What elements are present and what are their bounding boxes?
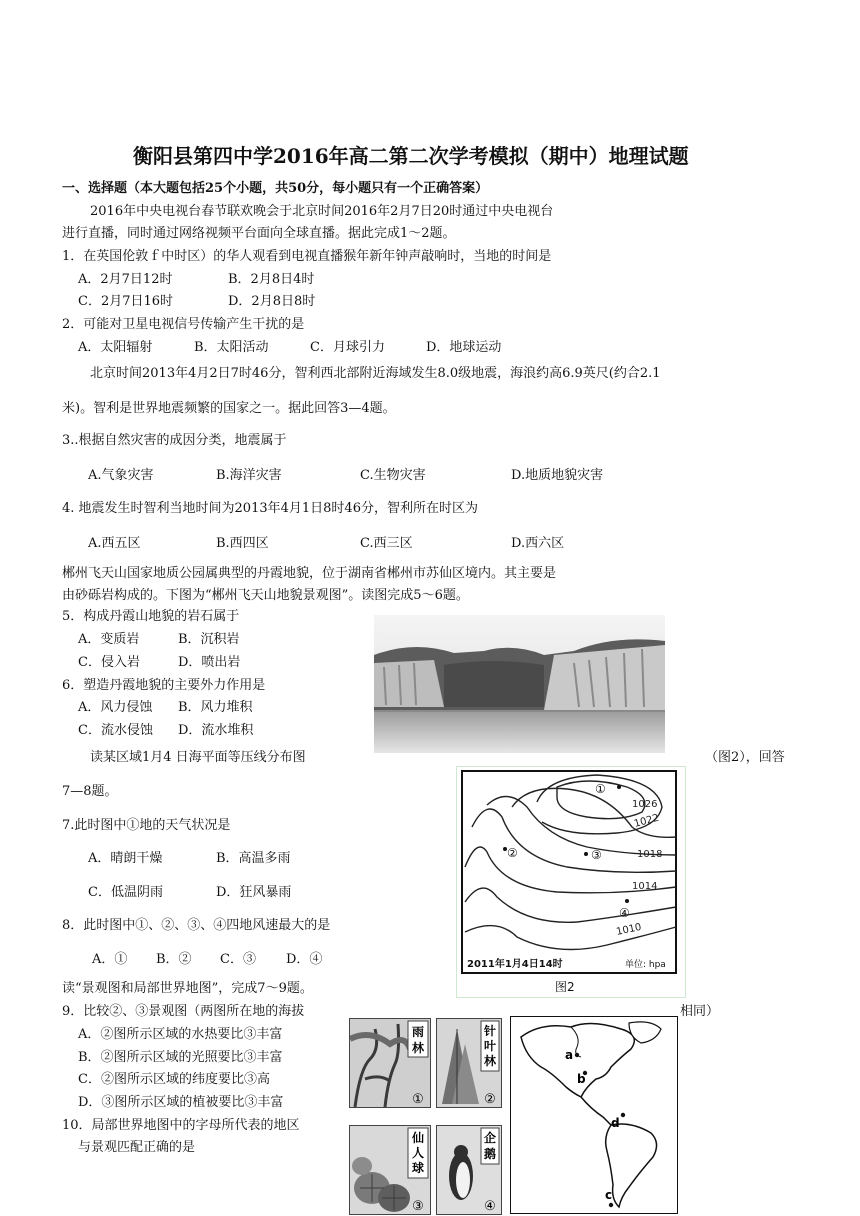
question-1-option-a: A．2月7日12时 <box>78 272 173 287</box>
question-1-option-b: B．2月8日4时 <box>228 272 315 287</box>
question-1-option-d: D．2月8日8时 <box>228 294 316 309</box>
question-5-stem: 5．构成丹霞山地貌的岩石属于 <box>62 609 240 624</box>
question-9-stem: 9．比较②、③景观图（两图所在地的海拔 <box>62 1004 305 1019</box>
question-3-stem: 3..根据自然灾害的成因分类，地震属于 <box>62 433 287 448</box>
intro-1-line-1: 2016年中央电视台春节联欢晚会于北京时间2016年2月7日20时通过中央电视台 <box>90 204 554 219</box>
intro-1-line-2: 进行直播，同时通过网络视频平台面向全球直播。据此完成1～2题。 <box>62 226 456 241</box>
question-4-option-d: D.西六区 <box>511 536 565 551</box>
question-4-option-a: A.西五区 <box>88 536 141 551</box>
map-footer-date: 2011年1月4日14时 <box>467 959 563 970</box>
isobar-label-1026: 1026 <box>632 799 658 810</box>
landscape-1-rainforest <box>349 1018 431 1108</box>
intro-4-left: 读某区域1月4 日海平面等压线分布图 <box>90 750 306 765</box>
landscape-1-number: ① <box>412 1092 424 1107</box>
question-7-option-a: A．晴朗干燥 <box>88 851 163 866</box>
question-8-option-c: C．③ <box>220 952 256 967</box>
question-8-option-a: A．① <box>92 952 128 967</box>
question-2-option-c: C．月球引力 <box>310 340 385 355</box>
question-9-option-a: A．②图所示区域的水热要比③丰富 <box>78 1027 283 1042</box>
question-2-stem: 2．可能对卫星电视信号传输产生干扰的是 <box>62 317 305 332</box>
question-6-option-c: C．流水侵蚀 <box>78 723 153 738</box>
map-letter-c: c <box>605 1188 613 1202</box>
question-6-option-b: B．风力堆积 <box>178 700 253 715</box>
question-4-stem: 4. 地震发生时智利当地时间为2013年4月1日8时46分，智利所在时区为 <box>62 501 478 516</box>
question-7-option-b: B．高温多雨 <box>216 851 291 866</box>
landscape-3-label-1: 仙 <box>411 1131 425 1145</box>
question-4-option-c: C.西三区 <box>360 536 413 551</box>
landscape-2-label-2: 叶 <box>483 1039 497 1053</box>
intro-4-right: （图2），回答 <box>705 750 785 765</box>
landscape-1-label-1: 雨 <box>411 1025 425 1039</box>
intro-4-line-2: 7—8题。 <box>62 784 118 799</box>
world-map-americas <box>510 1016 678 1214</box>
map-letter-d: d <box>611 1116 620 1130</box>
intro-5: 读“景观图和局部世界地图”，完成7～9题。 <box>62 981 313 996</box>
question-3-option-c: C.生物灾害 <box>360 468 426 483</box>
page-title: 衡阳县第四中学2016年高二第二次学考模拟（期中）地理试题 <box>133 144 689 168</box>
question-7-option-d: D．狂风暴雨 <box>216 885 292 900</box>
question-6-option-d: D．流水堆积 <box>178 723 254 738</box>
question-5-option-b: B．沉积岩 <box>178 632 240 647</box>
landscape-1-label-2: 林 <box>411 1041 425 1055</box>
point-1-label: ① <box>595 782 606 796</box>
intro-3-line-1: 郴州飞天山国家地质公园属典型的丹霞地貌，位于湖南省郴州市苏仙区境内。其主要是 <box>62 566 557 581</box>
question-5-option-d: D．喷出岩 <box>178 655 241 670</box>
landscape-2-label-3: 林 <box>483 1054 497 1068</box>
point-4-dot <box>625 899 629 903</box>
intro-3-line-2: 由砂砾岩构成的。下图为“郴州飞天山地貌景观图”。读图完成5～6题。 <box>62 588 469 603</box>
question-1-option-c: C．2月7日16时 <box>78 294 174 309</box>
question-9-option-c: C．②图所示区域的纬度要比③高 <box>78 1072 270 1087</box>
question-10-stem-line-2: 与景观匹配正确的是 <box>78 1140 196 1155</box>
question-8-option-d: D．④ <box>286 952 323 967</box>
landscape-2-label-1: 针 <box>483 1024 497 1038</box>
question-8-stem: 8．此时图中①、②、③、④四地风速最大的是 <box>62 918 331 933</box>
map-footer-unit: 单位: hpa <box>625 960 666 970</box>
landscape-3-number: ③ <box>412 1199 424 1214</box>
landscape-4-label-2: 鹅 <box>483 1147 497 1161</box>
landscape-4-number: ④ <box>484 1199 496 1214</box>
question-7-option-c: C．低温阴雨 <box>88 885 163 900</box>
isobar-label-1022: 1022 <box>632 812 661 830</box>
isobar-label-1014: 1014 <box>632 881 658 892</box>
question-6-stem: 6．塑造丹霞地貌的主要外力作用是 <box>62 678 266 693</box>
landscape-3-label-3: 球 <box>411 1161 425 1175</box>
danxia-landscape-photo <box>374 615 665 753</box>
point-2-label: ② <box>507 846 518 860</box>
question-9-stem-end: 相同） <box>680 1004 720 1019</box>
figure-caption: 图2 <box>555 980 575 994</box>
question-9-option-b: B．②图所示区域的光照要比③丰富 <box>78 1050 283 1065</box>
question-1-stem: 1．在英国伦敦ｆ中时区）的华人观看到电视直播猴年新年钟声敲响时，当地的时间是 <box>62 249 552 264</box>
question-4-option-b: B.西四区 <box>216 536 269 551</box>
question-7-stem: 7.此时图中①地的天气状况是 <box>62 818 231 833</box>
isobar-map-figure <box>456 766 686 998</box>
point-3-label: ③ <box>591 848 602 862</box>
landscape-2-coniferous-forest <box>436 1018 502 1108</box>
point-4-label: ④ <box>619 906 630 920</box>
question-3-option-b: B.海洋灾害 <box>216 468 282 483</box>
question-3-option-a: A.气象灾害 <box>88 468 154 483</box>
point-3-dot <box>584 852 588 856</box>
landscape-3-label-2: 人 <box>411 1146 425 1160</box>
isobar-label-1010: 1010 <box>615 921 643 938</box>
map-letter-b: b <box>577 1072 586 1086</box>
question-5-option-a: A．变质岩 <box>78 632 140 647</box>
landscape-4-penguin <box>436 1125 502 1215</box>
question-9-option-d: D．③图所示区域的植被要比③丰富 <box>78 1095 284 1110</box>
landscape-2-number: ② <box>484 1092 496 1107</box>
question-2-option-a: A．太阳辐射 <box>78 340 153 355</box>
isobar-label-1018: 1018 <box>637 849 663 860</box>
question-3-option-d: D.地质地貌灾害 <box>511 468 604 483</box>
question-5-option-c: C．侵入岩 <box>78 655 140 670</box>
intro-2-line-1: 北京时间2013年4月2日7时46分，智利西北部附近海域发生8.0级地震，海浪约高6.9英尺(约合2.1 <box>90 366 661 381</box>
map-letter-a: a <box>565 1048 574 1062</box>
question-2-option-b: B．太阳活动 <box>194 340 269 355</box>
landscape-3-cactus <box>349 1125 431 1215</box>
question-2-option-d: D．地球运动 <box>426 340 502 355</box>
question-6-option-a: A．风力侵蚀 <box>78 700 153 715</box>
question-8-option-b: B．② <box>156 952 192 967</box>
section-heading: 一、选择题（本大题包括25个小题，共50分，每小题只有一个正确答案） <box>62 181 489 196</box>
intro-2-line-2: 米)。智利是世界地震频繁的国家之一。据此回答3—4题。 <box>62 401 396 416</box>
landscape-4-label-1: 企 <box>483 1131 497 1145</box>
question-10-stem-line-1: 10．局部世界地图中的字母所代表的地区 <box>62 1118 300 1133</box>
point-1-dot <box>617 785 621 789</box>
